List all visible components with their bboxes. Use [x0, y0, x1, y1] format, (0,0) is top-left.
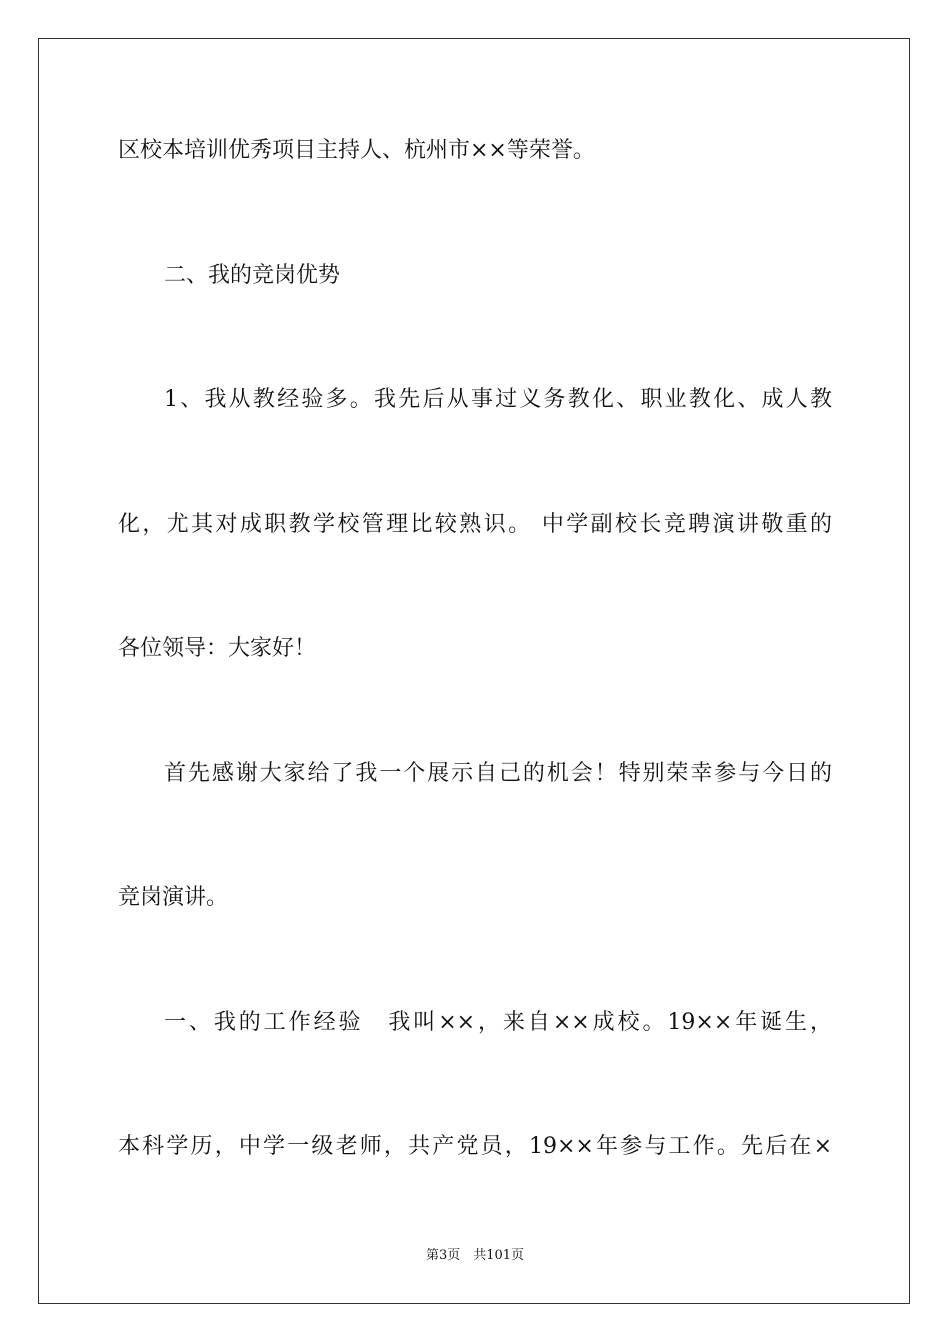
text-line-6: 首先感谢大家给了我一个展示自己的机会！特别荣幸参与今日的	[164, 761, 832, 786]
page-border	[38, 38, 910, 1304]
text-line-7: 竞岗演讲。	[118, 885, 229, 910]
text-line-4: 化，尤其对成职教学校管理比较熟识。 中学副校长竞聘演讲敬重的	[118, 512, 832, 537]
page-footer: 第3页 共101页	[425, 1248, 525, 1263]
text-line-3: 1、我从教经验多。我先后从事过义务教化、职业教化、成人教	[164, 387, 832, 412]
text-line-9: 本科学历，中学一级老师，共产党员，19××年参与工作。先后在×	[118, 1134, 832, 1159]
text-line-1: 区校本培训优秀项目主持人、杭州市××等荣誉。	[118, 138, 595, 163]
text-line-5: 各位领导：大家好！	[118, 636, 317, 661]
text-line-8: 一、我的工作经验 我叫××，来自××成校。19××年诞生，	[164, 1010, 832, 1035]
text-line-2: 二、我的竞岗优势	[164, 263, 341, 288]
